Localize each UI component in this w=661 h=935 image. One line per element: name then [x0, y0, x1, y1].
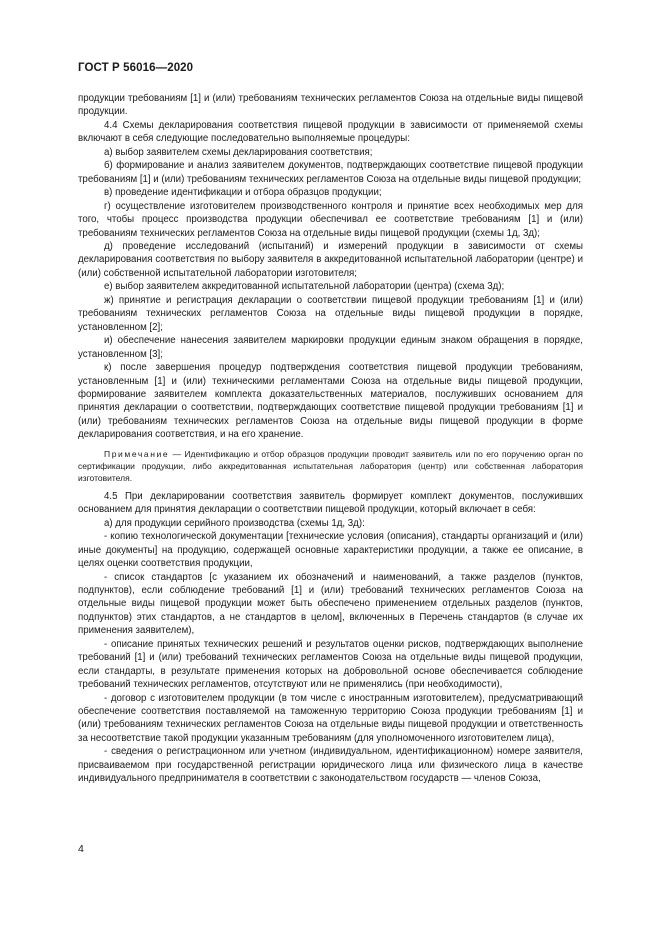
list-item: - договор с изготовителем продукции (в том числе с иностранным изготовителем), предусматривающий обеспечение соответствия поставляемой на таможенную территорию Союза продукции требованиям [1] и (или) требованиям технических регламентов Союза на отдельные виды пищевой продукции и ответственность за несоответствие такой продукции указанным требованиям (для уполномоченного изготовителем лица), — [78, 692, 583, 744]
document-body — [78, 92, 583, 786]
note-text: — Идентификацию и отбор образцов продукции проводит заявитель или по его поручению орган по сертификации продукции, либо аккредитованная испытательная лаборатория (центр) или собственная лаборатория изготовителя. — [78, 448, 583, 483]
list-item: а) для продукции серийного производства (схемы 1д, 3д): — [104, 517, 365, 529]
list-item: г) осуществление изготовителем производственного контроля и принятие всех необходимых мер для того, чтобы процесс производства продукции обеспечивал ее соответствие требованиям [1] и (или) требованиям технических регламентов Союза на отдельные виды пищевой продукции (схемы 1д, 3д); — [78, 200, 583, 239]
list-item: в) проведение идентификации и отбора образцов продукции; — [104, 187, 382, 199]
paragraph: продукции требованиям [1] и (или) требованиям технических регламентов Союза на отдельные виды пищевой продукции. — [78, 93, 583, 118]
page-number: 4 — [78, 843, 84, 855]
paragraph: 4.4 Схемы декларирования соответствия пищевой продукции в зависимости от применяемой схемы включают в себя следующие последовательно выполняемые процедуры: — [78, 119, 583, 145]
list-item: б) формирование и анализ заявителем документов, подтверждающих соответствие пищевой продукции требованиям [1] и (или) требованиям технических регламентов Союза на отдельные виды пищевой продукции; — [78, 160, 583, 185]
list-item: - список стандартов [с указанием их обозначений и наименований, а также разделов (пунктов, подпунктов), если соблюдение требований [1] и (или) требований технических регламентов Союза на отдельные виды пищевой продукции может быть обеспечено применением отдельных разделов (пунктов, подпунктов) этих стандартов, а не стандартов в целом], включенных в Перечень стандартов (в случае их применения заявителем), — [78, 571, 583, 637]
list-item: - описание принятых технических решений и результатов оценки рисков, подтверждающих выполнение требований [1] и (или) требований технических регламентов Союза на отдельные виды пищевой продукции, если стандарты, в результате применения которых на добровольной основе обеспечивается соблюдение требований технических регламентов, отсутствуют или не применялись (при необходимости), — [78, 638, 583, 691]
paragraph: 4.5 При декларировании соответствия заявитель формирует комплект документов, послуживших основанием для принятия декларации о соответствии пищевой продукции, который включает в себя: — [78, 490, 583, 516]
document-header: ГОСТ Р 56016—2020 — [78, 62, 194, 74]
list-item: е) выбор заявителем аккредитованной испытательной лаборатории (центра) (схема 3д); — [104, 281, 505, 293]
list-item: к) после завершения процедур подтверждения соответствия пищевой продукции требованиям, установленным [1] и (или) техническими регламентами Союза на отдельные виды пищевой продукции, формирование заявителем комплекта доказательственных материалов, послуживших основанием для принятия декларации о соответствии, подтверждающих соответствие пищевой продукции требованиям [1] и (или) требованиям технических регламентов Союза на отдельные виды пищевой продукции в форме декларирования соответствия, и на его хранение. — [78, 362, 583, 441]
list-item: д) проведение исследований (испытаний) и измерений продукции в зависимости от схемы декларирования соответствия по выбору заявителя в аккредитованной испытательной лаборатории (центре) и (или) собственной испытательной лаборатории изготовителя; — [78, 240, 583, 279]
list-item: ж) принятие и регистрация декларации о соответствии пищевой продукции требованиям [1] и (или) требованиям технических регламентов Союза на отдельные виды пищевой продукции в порядке, установленном [2]; — [78, 294, 583, 333]
note-label: Примечание — [104, 448, 170, 459]
list-item: - сведения о регистрационном или учетном (индивидуальном, идентификационном) номере заявителя, присваиваемом при государственной регистрации юридического лица или физического лица в качестве индивидуального предпринимателя в соответствии с законодательством государств — членов Союза, — [78, 746, 583, 785]
note — [78, 448, 583, 484]
list-item: а) выбор заявителем схемы декларирования соответствия; — [104, 146, 373, 158]
list-item: и) обеспечение нанесения заявителем маркировки продукции единым знаком обращения в порядке, установленном [3]; — [78, 335, 583, 360]
list-item: - копию технологической документации [технические условия (описания), стандарты организаций и (или) иные документы] на продукцию, содержащей основные характеристики продукции, а также ее описание, в целях оценки соответствия продукции, — [78, 531, 583, 570]
